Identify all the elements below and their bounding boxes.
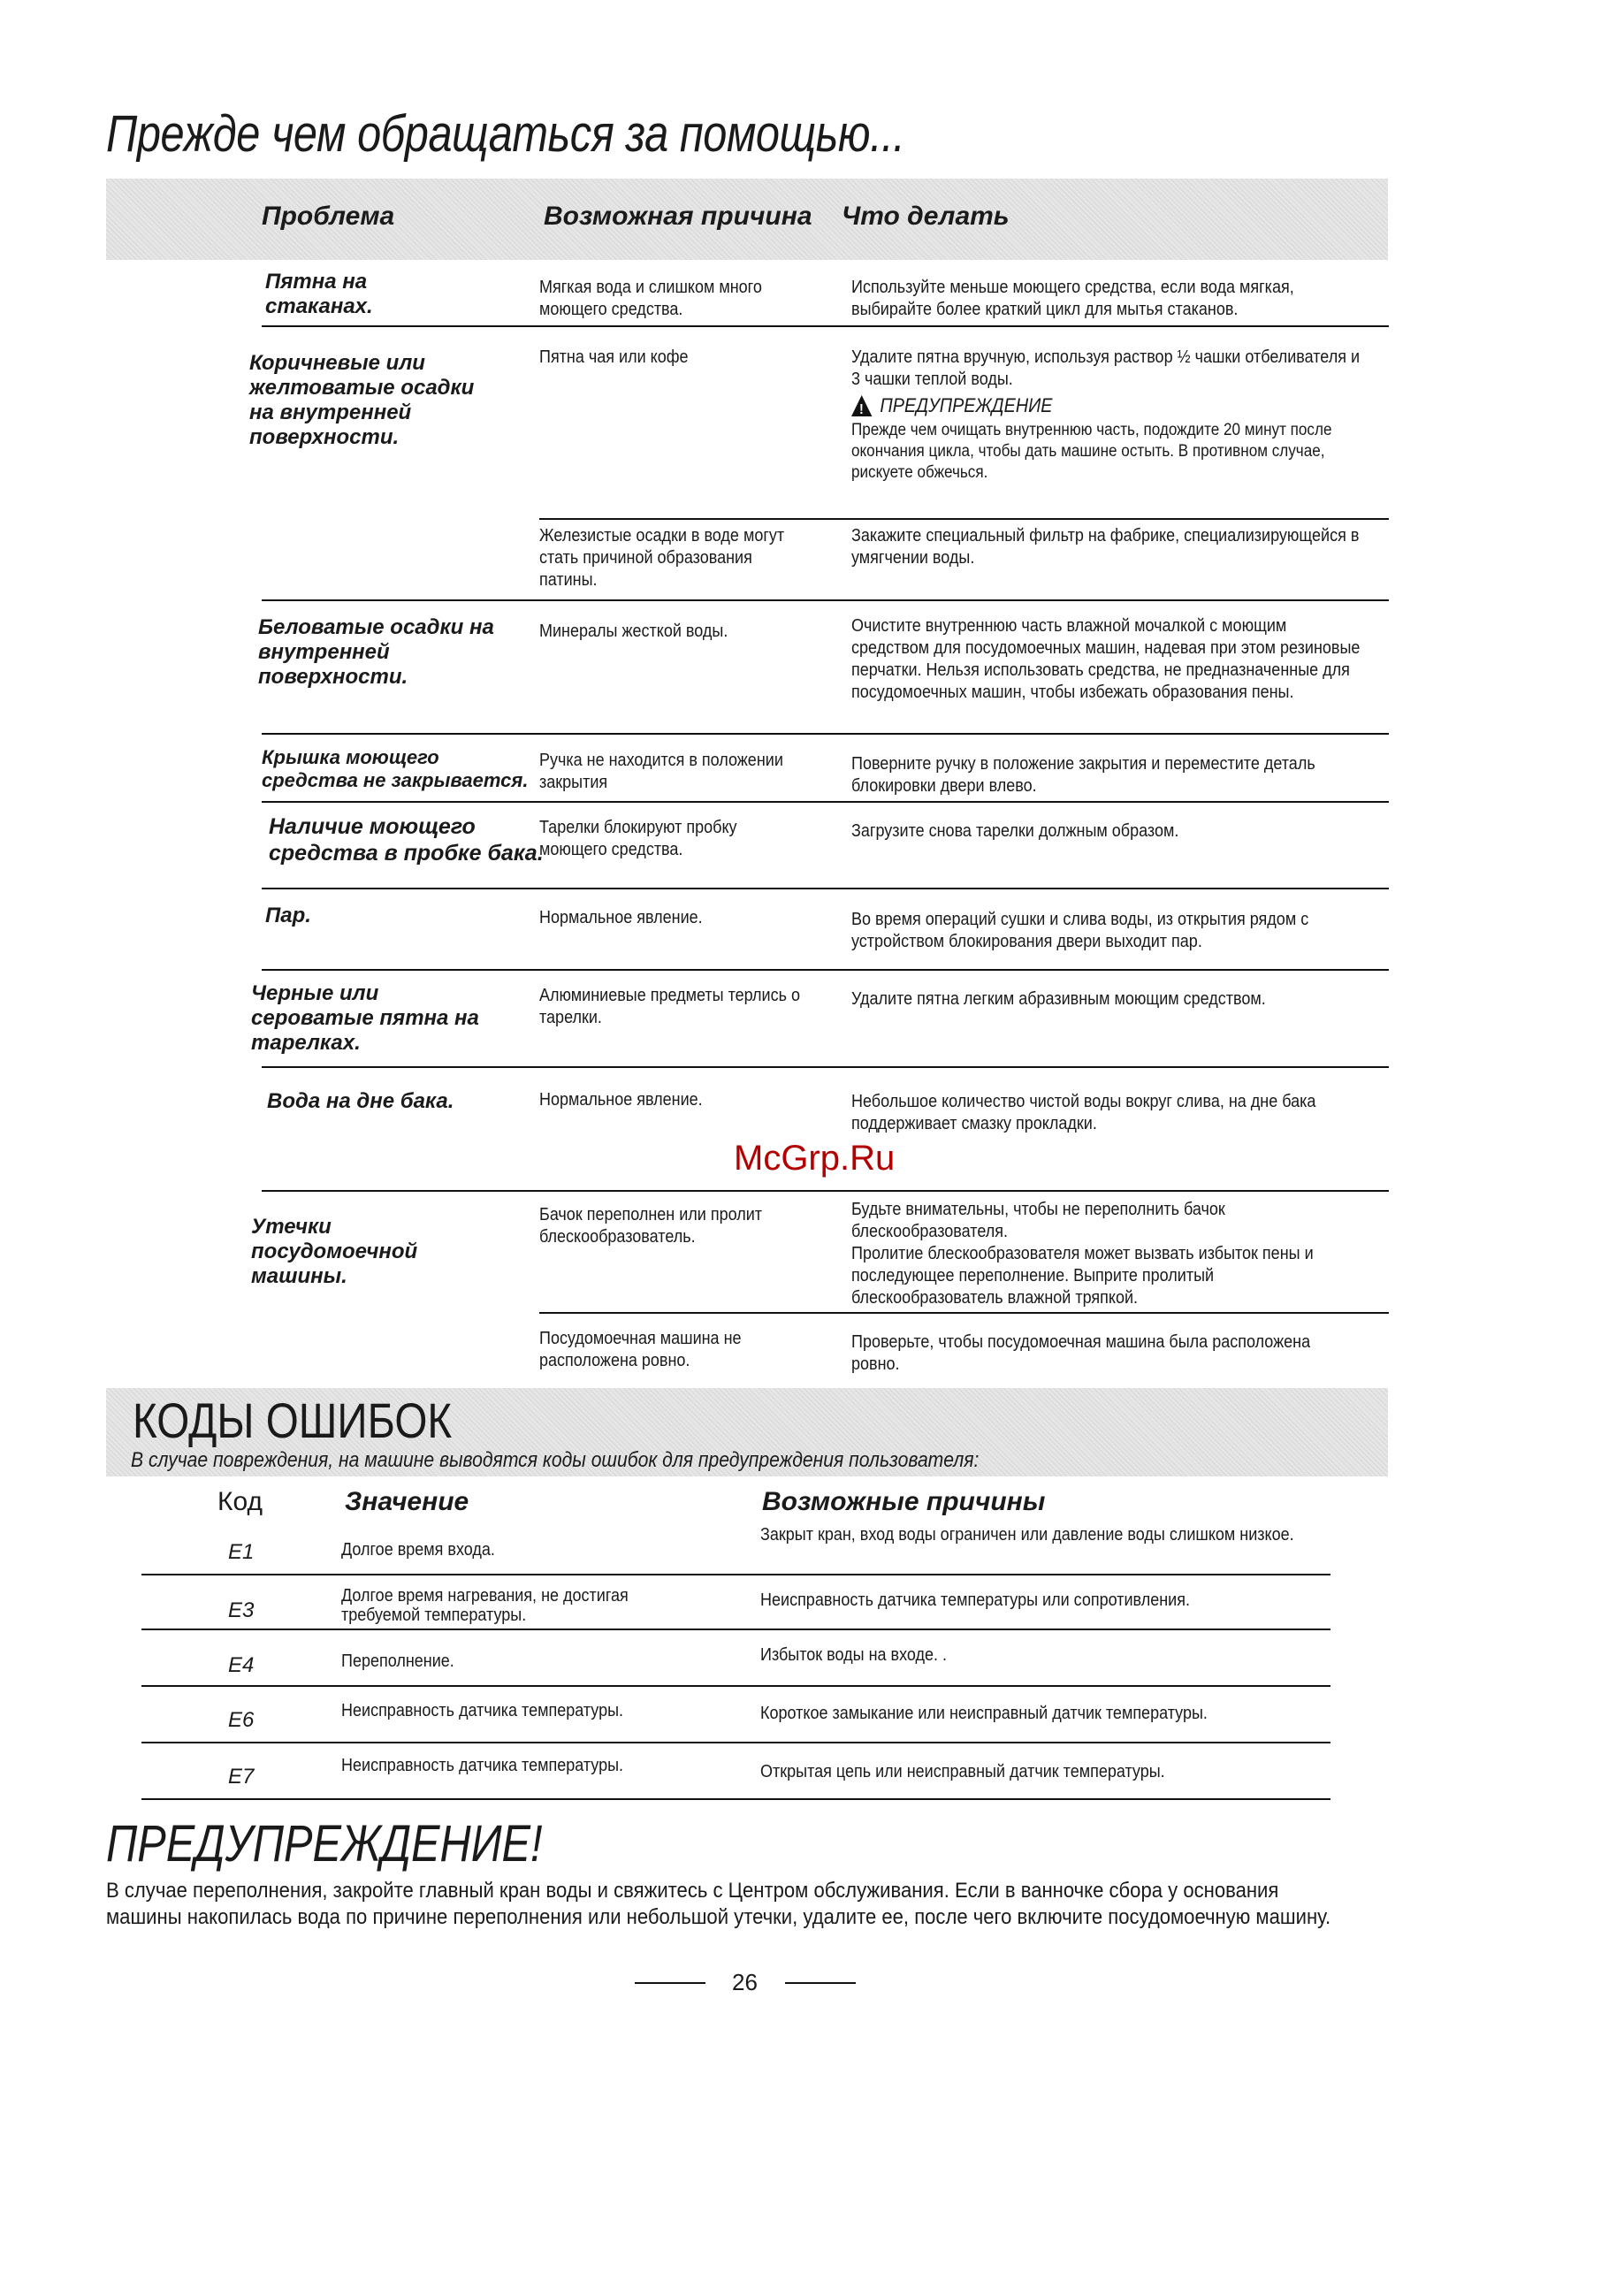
cause-text: Ручка не находится в положении закрытия xyxy=(539,751,783,792)
table-header xyxy=(106,179,1388,260)
problem-label: Коричневые или желтоватые осадки на внутренней поверхности. xyxy=(249,351,475,449)
action-text: Используйте меньше моющего средства, если вода мягкая, выбирайте более краткий цикл для мытья стаканов. xyxy=(851,278,1294,319)
action-text: Закажите специальный фильтр на фабрике, специализирующейся в умягчении воды. xyxy=(851,526,1360,568)
action-block xyxy=(851,347,1361,484)
error-meaning: Долгое время нагревания, не достигая требуемой температуры. xyxy=(341,1586,629,1625)
error-code: E6 xyxy=(228,1708,255,1732)
row-divider xyxy=(141,1629,1330,1630)
row-divider xyxy=(141,1742,1330,1743)
error-meaning: Долгое время входа. xyxy=(341,1540,495,1560)
error-cause: Неисправность датчика температуры или сопротивления. xyxy=(760,1590,1190,1610)
problem-label: Беловатые осадки на внутренней поверхности. xyxy=(258,615,494,689)
error-codes-title: КОДЫ ОШИБОК xyxy=(133,1392,453,1448)
error-meaning: Неисправность датчика температуры. xyxy=(341,1756,624,1775)
page-title: Прежде чем обращаться за помощью... xyxy=(106,105,905,163)
row-divider xyxy=(539,518,1389,520)
problem-label: Крышка моющего средства не закрывается. xyxy=(262,746,529,791)
page-number: 26 xyxy=(732,1969,758,1995)
page-number-rule-right xyxy=(785,1982,856,1984)
problem-label: Пятна на стаканах. xyxy=(265,270,373,318)
warning-text: Прежде чем очищать внутреннюю часть, подождите 20 минут после окончания цикла, чтобы дать машине остыть. В противном случае, рискуете обжечься. xyxy=(851,421,1332,482)
warning-icon xyxy=(851,395,872,416)
action-text: Удалите пятна вручную, используя раствор ½ чашки отбеливателя и 3 чашки теплой воды. xyxy=(851,347,1361,389)
cause-text: Нормальное явление. xyxy=(539,908,703,927)
warning-label: ПРЕДУПРЕЖДЕНИЕ xyxy=(880,394,1053,416)
header-meaning: Значение xyxy=(345,1487,469,1516)
action-text: Поверните ручку в положение закрытия и переместите деталь блокировки двери влево. xyxy=(851,754,1315,796)
cause-text: Тарелки блокируют пробку моющего средства. xyxy=(539,818,737,859)
action-text: Очистите внутреннюю часть влажной мочалкой с моющим средством для посудомоечных машин, надевая при этом резиновые перчатки. Нельзя использовать средства, не предназначенные для посудомоечных машин, чтобы избежать образования пены. xyxy=(851,616,1361,702)
error-codes-subtitle: В случае повреждения, на машине выводятся коды ошибок для предупреждения пользователя: xyxy=(131,1448,980,1472)
cause-text: Железистые осадки в воде могут стать причиной образования патины. xyxy=(539,526,785,590)
cause-text: Пятна чая или кофе xyxy=(539,347,689,367)
row-divider xyxy=(262,599,1389,601)
error-cause: Короткое замыкание или неисправный датчик температуры. xyxy=(760,1704,1208,1723)
row-divider xyxy=(262,969,1389,971)
action-text: Небольшое количество чистой воды вокруг слива, на дне бака поддерживает смазку прокладки. xyxy=(851,1092,1316,1133)
action-text: Будьте внимательны, чтобы не переполнить бачок блескообразователя. Пролитие блескообразователя может вызвать избыток пены и последующее переполнение. Выприте пролитый блескообразователь влажной тряпкой. xyxy=(851,1200,1314,1308)
error-meaning: Неисправность датчика температуры. xyxy=(341,1701,624,1720)
row-divider xyxy=(539,1312,1389,1314)
cause-text: Мягкая вода и слишком много моющего средства. xyxy=(539,278,762,319)
action-text: Проверьте, чтобы посудомоечная машина была расположена ровно. xyxy=(851,1332,1311,1374)
watermark: McGrp.Ru xyxy=(734,1139,896,1178)
action-text: Во время операций сушки и слива воды, из открытия рядом с устройством блокирования двери выходит пар. xyxy=(851,910,1309,951)
cause-text: Посудомоечная машина не расположена ровно. xyxy=(539,1329,742,1370)
warning-heading xyxy=(851,394,1361,416)
action-text: Удалите пятна легким абразивным моющим средством. xyxy=(851,989,1266,1009)
header-code: Код xyxy=(217,1487,263,1516)
error-code: E4 xyxy=(228,1653,255,1677)
error-code: E7 xyxy=(228,1765,255,1789)
header-cause: Возможная причина xyxy=(544,202,812,231)
row-divider xyxy=(262,801,1389,803)
problem-label: Черные или сероватые пятна на тарелках. xyxy=(251,981,479,1055)
problem-label: Утечки посудомоечной машины. xyxy=(251,1215,418,1288)
row-divider xyxy=(262,1190,1389,1192)
row-divider xyxy=(262,888,1389,889)
header-action: Что делать xyxy=(842,202,1010,231)
row-divider xyxy=(262,733,1389,735)
row-divider xyxy=(141,1574,1330,1575)
action-text: Загрузите снова тарелки должным образом. xyxy=(851,821,1179,841)
row-divider xyxy=(141,1685,1330,1687)
error-cause: Избыток воды на входе. . xyxy=(760,1645,948,1665)
problem-label: Пар. xyxy=(265,904,311,927)
problem-label: Вода на дне бака. xyxy=(267,1089,454,1113)
warning-title: ПРЕДУПРЕЖДЕНИЕ! xyxy=(106,1815,543,1873)
header-causes: Возможные причины xyxy=(762,1487,1046,1516)
error-code: E3 xyxy=(228,1598,255,1622)
error-cause: Открытая цепь или неисправный датчик температуры. xyxy=(760,1762,1165,1781)
error-meaning: Переполнение. xyxy=(341,1651,454,1671)
cause-text: Алюминиевые предметы терлись о тарелки. xyxy=(539,986,801,1027)
cause-text: Нормальное явление. xyxy=(539,1090,703,1110)
cause-text: Минералы жесткой воды. xyxy=(539,622,728,641)
problem-label: Наличие моющего средства в пробке бака. xyxy=(269,814,544,866)
row-divider xyxy=(262,325,1389,327)
header-problem: Проблема xyxy=(262,202,395,231)
cause-text: Бачок переполнен или пролит блескообразователь. xyxy=(539,1205,763,1247)
warning-body: В случае переполнения, закройте главный кран воды и свяжитесь с Центром обслуживания. Если в ванночке сбора у основания машины накопилась вода по причине переполнения или небольшой утечки, удалите ее, после чего включите посудомоечную машину. xyxy=(106,1879,1331,1929)
error-code: E1 xyxy=(228,1540,255,1564)
row-divider xyxy=(141,1798,1330,1800)
error-cause: Закрыт кран, вход воды ограничен или давление воды слишком низкое. xyxy=(760,1525,1294,1545)
row-divider xyxy=(262,1066,1389,1068)
